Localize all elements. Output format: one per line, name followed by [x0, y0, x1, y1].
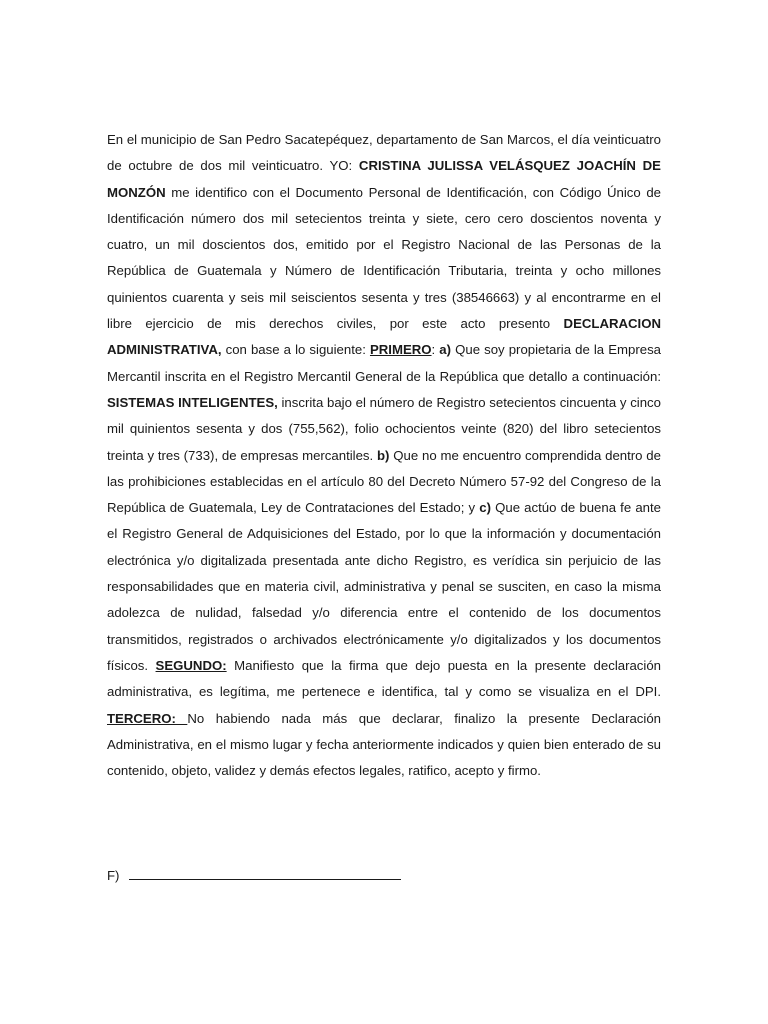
declaration-paragraph — [107, 127, 661, 784]
text-run: Que actúo de buena fe ante el Registro General de Adquisiciones del Estado, por lo que la información y documentación electrónica y/o digitalizada presentada ante dicho Registro, es verídica sin perjuicio de las responsabilidades que en materia civil, administrativa y penal se susciten, en caso la misma adolezca de nulidad, falsedad y/o diferencia entre el contenido de los documentos transmitidos, registrados o archivados electrónicamente y/o digitalizados y los documentos físicos. — [107, 500, 661, 673]
bold-run: SISTEMAS INTELIGENTES, — [107, 394, 278, 410]
text-run: con base a lo siguiente: — [221, 342, 370, 358]
text-run: Manifiesto que la firma que dejo puesta en la presente declaración administrativa, es legítima, me pertenece e identifica, tal y como se visualiza en el DPI. — [107, 657, 661, 700]
section-heading: PRIMERO — [369, 342, 432, 358]
bold-run: DECLARACION ADMINISTRATIVA, — [107, 316, 661, 358]
text-run: No habiendo nada más que declarar, finalizo la presente Declaración Administrativa, en el mismo lugar y fecha anteriormente indicados y quien bien enterado de su contenido, objeto, validez y demás efectos legales, ratifico, acepto y firmo. — [107, 710, 661, 779]
signature-block — [107, 865, 401, 887]
text-run: : — [431, 342, 440, 358]
text-run: Que soy propietaria de la Empresa Mercantil inscrita en el Registro Mercantil General de la República que detallo a continuación: — [107, 342, 661, 384]
bold-run: b) — [377, 447, 390, 463]
text-run: Que no me encuentro comprendida dentro de las prohibiciones establecidas en el artículo 80 del Decreto Número 57-92 del Congreso de la República de Guatemala, Ley de Contrataciones del Estado; y — [107, 447, 661, 516]
bold-run: CRISTINA JULISSA VELÁSQUEZ JOACHÍN DE MONZÓN — [107, 158, 661, 200]
section-heading: SEGUNDO: — [155, 657, 227, 673]
signature-label: F) — [107, 868, 120, 883]
text-run: inscrita bajo el número de Registro setecientos cincuenta y cinco mil quinientos sesenta y dos (755,562), folio ochocientos veinte (820) del libro setecientos treinta y tres (733), de empresas mercantiles. — [107, 394, 661, 463]
bold-run: c) — [479, 500, 491, 516]
text-run: En el municipio de San Pedro Sacatepéquez, departamento de San Marcos, el día veinticuatro de octubre de dos mil veinticuatro. YO: — [107, 132, 661, 174]
bold-run: a) — [439, 342, 452, 358]
signature-line — [129, 866, 401, 880]
text-run: me identifico con el Documento Personal de Identificación, con Código Único de Identificación número dos mil setecientos treinta y siete, cero cero doscientos noventa y cuatro, un mil doscientos dos, emitido por el Registro Nacional de las Personas de la República de Guatemala y Número de Identificación Tributaria, treinta y ocho millones quinientos cuarenta y seis mil seiscientos sesenta y tres (38546663) y al encontrarme en el libre ejercicio de mis derechos civiles, por este acto presento — [107, 184, 661, 332]
section-heading: TERCERO: — [107, 710, 188, 726]
